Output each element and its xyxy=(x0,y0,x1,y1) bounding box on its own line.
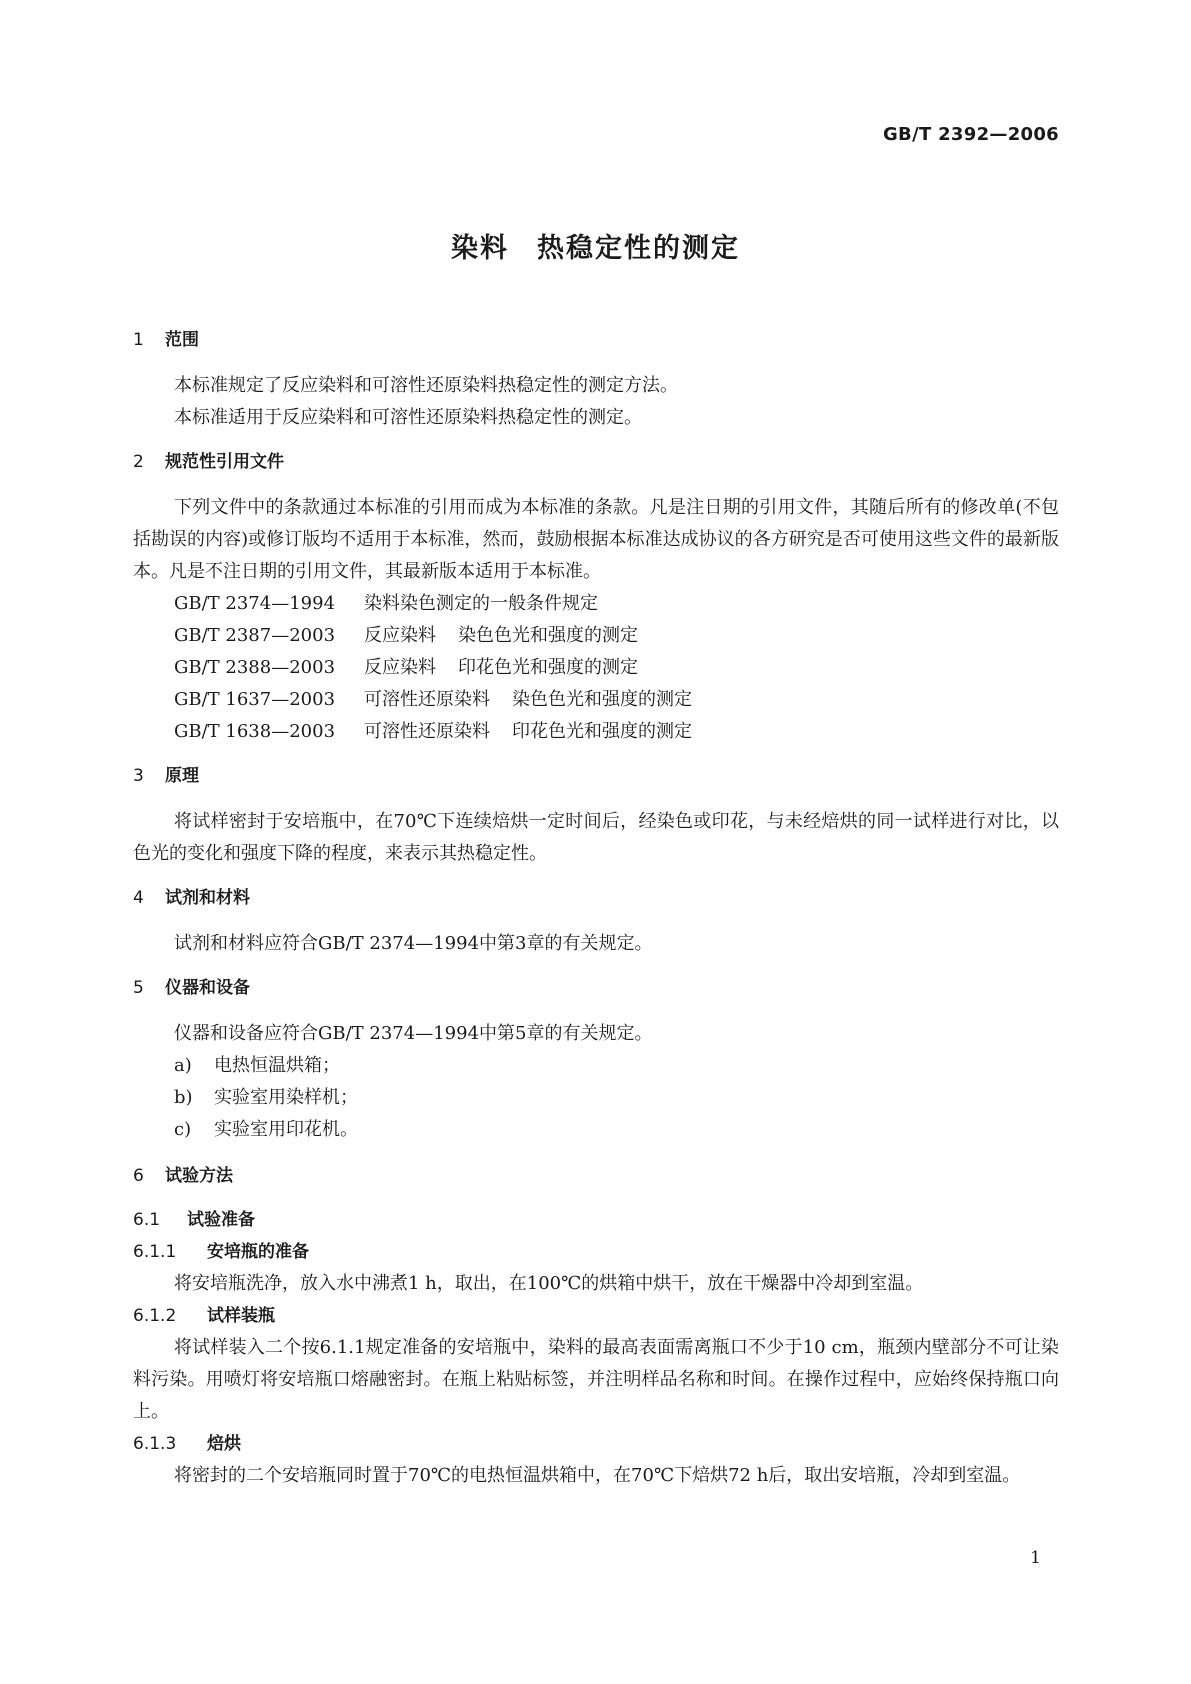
document-title xyxy=(0,226,1191,265)
paragraph: 下列文件中的条款通过本标准的引用而成为本标准的条款。凡是注日期的引用文件，其随后所有的修改单(不包括勘误的内容)或修订版均不适用于本标准，然而，鼓励根据本标准达成协议的各方研究是否可使用这些文件的最新版本。凡是不注日期的引用文件，其最新版本适用于本标准。 xyxy=(133,497,1059,582)
page-number: 1 xyxy=(1030,1548,1041,1568)
paragraph: 本标准适用于反应染料和可溶性还原染料热稳定性的测定。 xyxy=(174,407,642,428)
reference-item: GB/T 1637—2003 可溶性还原染料 染色色光和强度的测定 xyxy=(174,689,692,710)
list-item: a) 电热恒温烘箱； xyxy=(174,1055,340,1076)
title-part-1: 染料 xyxy=(451,233,509,264)
list-item: b) 实验室用染样机； xyxy=(174,1087,358,1108)
subsection-heading-baking: 6.1.3 焙烘 xyxy=(133,1434,241,1454)
subsection-heading-ampoule-preparation: 6.1.1 安培瓶的准备 xyxy=(133,1242,309,1262)
document-body xyxy=(133,324,1059,1492)
title-part-2: 热稳定性的测定 xyxy=(537,233,740,264)
standard-code: GB/T 2392—2006 xyxy=(882,124,1059,145)
paragraph: 将试样装入二个按6.1.1规定准备的安培瓶中，染料的最高表面需离瓶口不少于10 cm，瓶颈内壁部分不可让染料污染。用喷灯将安培瓶口熔融密封。在瓶上粘贴标签，并注明样品名称和时间。在操作过程中，应始终保持瓶口向上。 xyxy=(133,1337,1059,1422)
paragraph: 仪器和设备应符合GB/T 2374—1994中第5章的有关规定。 xyxy=(174,1023,653,1044)
paragraph: 将安培瓶洗净，放入水中沸煮1 h，取出，在100℃的烘箱中烘干，放在干燥器中冷却到室温。 xyxy=(174,1273,924,1294)
section-heading-normative-references: 2 规范性引用文件 xyxy=(133,452,284,472)
section-heading-test-method: 6 试验方法 xyxy=(133,1166,233,1186)
section-heading-apparatus: 5 仪器和设备 xyxy=(133,978,250,998)
paragraph: 将试样密封于安培瓶中，在70℃下连续焙烘一定时间后，经染色或印花，与未经焙烘的同一试样进行对比，以色光的变化和强度下降的程度，来表示其热稳定性。 xyxy=(133,811,1059,864)
paragraph: 试剂和材料应符合GB/T 2374—1994中第3章的有关规定。 xyxy=(174,933,653,954)
paragraph: 将密封的二个安培瓶同时置于70℃的电热恒温烘箱中，在70℃下焙烘72 h后，取出安培瓶，冷却到室温。 xyxy=(174,1465,1021,1486)
reference-item: GB/T 2387—2003 反应染料 染色色光和强度的测定 xyxy=(174,625,638,646)
reference-item: GB/T 1638—2003 可溶性还原染料 印花色光和强度的测定 xyxy=(174,721,692,742)
section-heading-scope: 1 范围 xyxy=(133,330,199,350)
reference-item: GB/T 2374—1994 染料染色测定的一般条件规定 xyxy=(174,593,598,614)
reference-item: GB/T 2388—2003 反应染料 印花色光和强度的测定 xyxy=(174,657,638,678)
section-heading-principle: 3 原理 xyxy=(133,766,199,786)
list-item: c) 实验室用印花机。 xyxy=(174,1119,358,1140)
paragraph: 本标准规定了反应染料和可溶性还原染料热稳定性的测定方法。 xyxy=(174,375,678,396)
subsection-heading-preparation: 6.1 试验准备 xyxy=(133,1210,255,1230)
section-heading-reagents: 4 试剂和材料 xyxy=(133,888,250,908)
subsection-heading-sample-filling: 6.1.2 试样装瓶 xyxy=(133,1306,275,1326)
